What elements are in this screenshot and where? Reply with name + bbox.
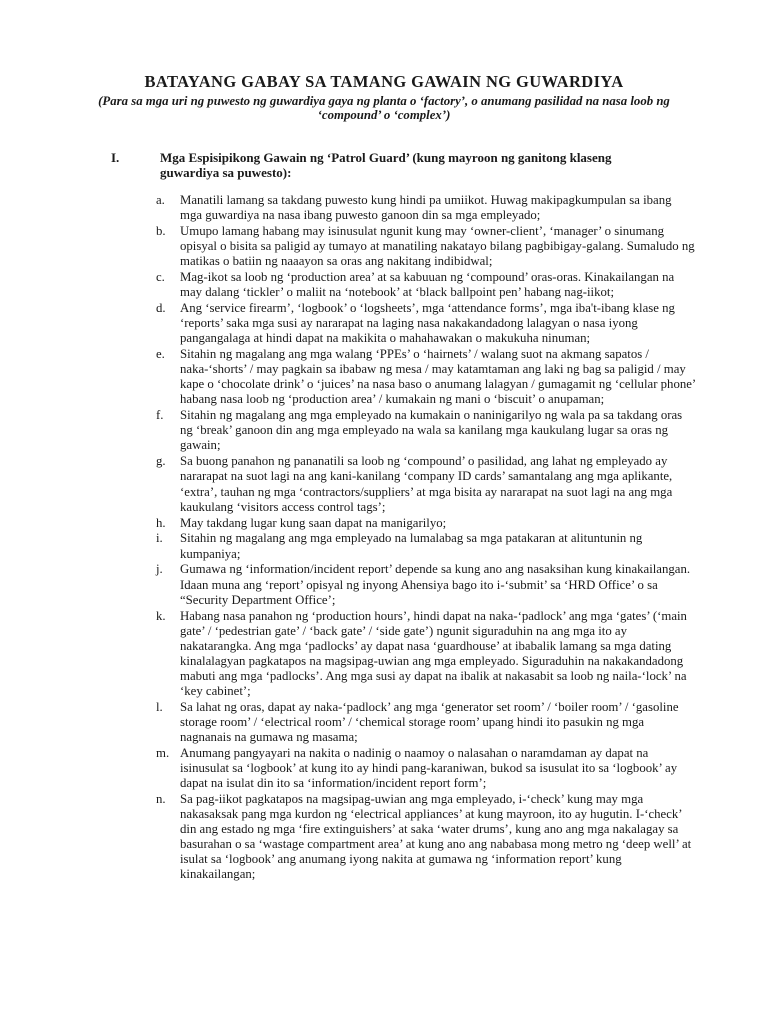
list-item-text: Sa buong panahon ng pananatili sa loob ng ‘compound’ o pasilidad, ang lahat ng empleyado ay nararapat na suot lagi na ang kani-kanilang ‘company ID cards’ samantalang ang mga aplikante, ‘extra’, tauhan ng mga ‘contractors/suppliers’ at mga bisita ay nararapat na suot lagi na ang mga kaukulang ‘visitors access control tags’; <box>180 454 673 514</box>
document-title: BATAYANG GABAY SA TAMANG GAWAIN NG GUWARDIYA <box>144 72 624 91</box>
list-item-text: Sa lahat ng oras, dapat ay naka-‘padlock’ ang mga ‘generator set room’ / ‘boiler room’ / ‘gasoline storage room’ / ‘electrical room’ / ‘chemical storage room’ upang hindi ito pasukin ng mga nagnanais na gumawa ng masama; <box>180 699 679 745</box>
list-item-text: Anumang pangyayari na nakita o nadinig o naamoy o nalasahan o naramdaman ay dapat na isinusulat sa ‘logbook’ at kung ito ay hindi pang-karaniwan, bukod sa isusulat ito sa ‘logbook’ ay dapat na isulat din ito sa ‘information/incident report form’; <box>180 745 678 791</box>
list-item-text: Sitahin ng magalang ang mga empleyado na kumakain o naninigarilyo ng wala pa sa takdang oras ng ‘break’ ganoon din ang mga empleyado na wala sa kanilang mga kaukulang lugar sa oras ng gawain; <box>180 408 683 453</box>
list-item-letter: h. <box>156 515 166 530</box>
list-item <box>156 792 696 883</box>
section-heading: Mga Espisipikong Gawain ng ‘Patrol Guard’ (kung mayroon ng ganitong klaseng guwardiya sa puwesto): <box>160 150 612 180</box>
list-item <box>156 700 696 745</box>
list-item-letter: n. <box>156 792 166 807</box>
list-item-letter: e. <box>156 347 165 362</box>
list-item <box>156 562 696 607</box>
list-item-letter: m. <box>156 745 170 760</box>
list-item-letter: l. <box>156 699 163 714</box>
list-item-text: May takdang lugar kung saan dapat na manigarilyo; <box>180 515 447 530</box>
list-item <box>156 224 696 269</box>
document-subtitle: (Para sa mga uri ng puwesto ng guwardiya gaya ng planta o ‘factory’, o anumang pasilidad na nasa loob ng ‘compound’ o ‘complex’) <box>98 94 670 122</box>
list-item-letter: j. <box>156 562 163 577</box>
list-item <box>156 746 696 791</box>
list-item <box>156 408 696 453</box>
list-item-text: Mag-ikot sa loob ng ‘production area’ at sa kabuuan ng ‘compound’ oras-oras. Kinakailangan na may dalang ‘tickler’ o maliit na ‘notebook’ at ‘black ballpoint pen’ habang nag-iikot; <box>180 270 675 300</box>
list-item <box>156 454 696 514</box>
list-item-letter: b. <box>156 223 166 238</box>
list-item <box>156 531 696 561</box>
list-item-letter: c. <box>156 270 165 285</box>
list-item <box>156 609 696 700</box>
duties-list <box>156 193 696 883</box>
list-item-letter: d. <box>156 301 166 316</box>
list-item-letter: f. <box>156 408 164 423</box>
list-item-text: Sitahin ng magalang ang mga walang ‘PPEs’ o ‘hairnets’ / walang suot na akmang sapatos / naka-‘shorts’ / may pagkain sa ibabaw ng mesa / may katamtaman ang laki ng bag sa paligid / may kape o ‘chocolate drink’ o ‘juices’ na nasa baso o anumang lalagyan / gumagamit ng ‘cellular phone’ habang nasa loob ng ‘production area’ / kumakain ng mani o ‘biscuit’ o anupaman; <box>180 347 696 407</box>
list-item <box>156 193 696 223</box>
list-item-text: Sitahin ng magalang ang mga empleyado na lumalabag sa mga patakaran at alituntunin ng kumpaniya; <box>180 531 643 561</box>
list-item-text: Sa pag-iikot pagkatapos na magsipag-uwian ang mga empleyado, i-‘check’ kung may mga nakasaksak pang mga kurdon ng ‘electrical appliances’ at kung mayroon, ito ay hugutin. I-‘check’ din ang estado ng mga ‘fire extinguishers’ at saka ‘water drums’, kung ano ang mga nakalagay sa basurahan o sa ‘wastage compartment area’ at kung ano ang nababasa mong metro ng ‘deep well’ at isulat sa ‘logbook’ ang anumang iyong nakita at gumawa ng ‘information report’ kung kinakailangan; <box>180 792 692 882</box>
list-item-text: Manatili lamang sa takdang puwesto kung hindi pa umiikot. Huwag makipagkumpulan sa ibang mga guwardiya na nasa ibang puwesto ganoon din sa mga empleyado; <box>180 193 672 223</box>
list-item-text: Habang nasa panahon ng ‘production hours’, hindi dapat na naka-‘padlock’ ang mga ‘gates’ (‘main gate’ / ‘pedestrian gate’ / ‘back gate’ / ‘side gate’) ngunit siguraduhin na ang mga ito ay nakatarangka. Ang mga ‘padlocks’ ay dapat nasa ‘guardhouse’ at ibabalik lamang sa mga dating kinalalagyan pagkatapos na magsipag-uwian ang mga empleyado. Siguraduhin na nakakandadong mabuti ang mga ‘padlocks’. Ang mga susi ay dapat na ibalik at nakasabit sa loob ng naila-‘lock’ na ‘key cabinet’; <box>180 608 687 698</box>
list-item <box>156 270 696 300</box>
list-item-letter: g. <box>156 454 166 469</box>
list-item-letter: i. <box>156 531 163 546</box>
list-item <box>156 301 696 346</box>
list-item-text: Ang ‘service firearm’, ‘logbook’ o ‘logsheets’, mga ‘attendance forms’, mga iba't-ibang klase ng ‘reports’ saka mga susi ay nararapat na laging nasa nakakandadong lalagyan o nasa iyong pangangalaga at hindi dapat na makikita o mahahawakan o makukuha ninuman; <box>180 301 675 346</box>
list-item-letter: a. <box>156 193 165 207</box>
list-item-text: Gumawa ng ‘information/incident report’ depende sa kung ano ang nasaksihan kung kinakailangan. Idaan muna ang ‘report’ opisyal ng inyong Ahensiya bago ito i-‘submit’ sa ‘HRD Office’ o sa “Security Department Office’; <box>180 562 691 607</box>
list-item-letter: k. <box>156 608 166 623</box>
list-item <box>156 347 696 407</box>
list-item <box>156 516 696 531</box>
list-item-text: Umupo lamang habang may isinusulat ngunit kung may ‘owner-client’, ‘manager’ o sinumang opisyal o bisita sa paligid ay tumayo at manatiling nakatayo bilang pagbibigay-galang. Sumaludo ng matikas o batiin ng naaayon sa oras ang nakitang indibidwal; <box>180 223 695 269</box>
section-number: I. <box>111 150 120 165</box>
